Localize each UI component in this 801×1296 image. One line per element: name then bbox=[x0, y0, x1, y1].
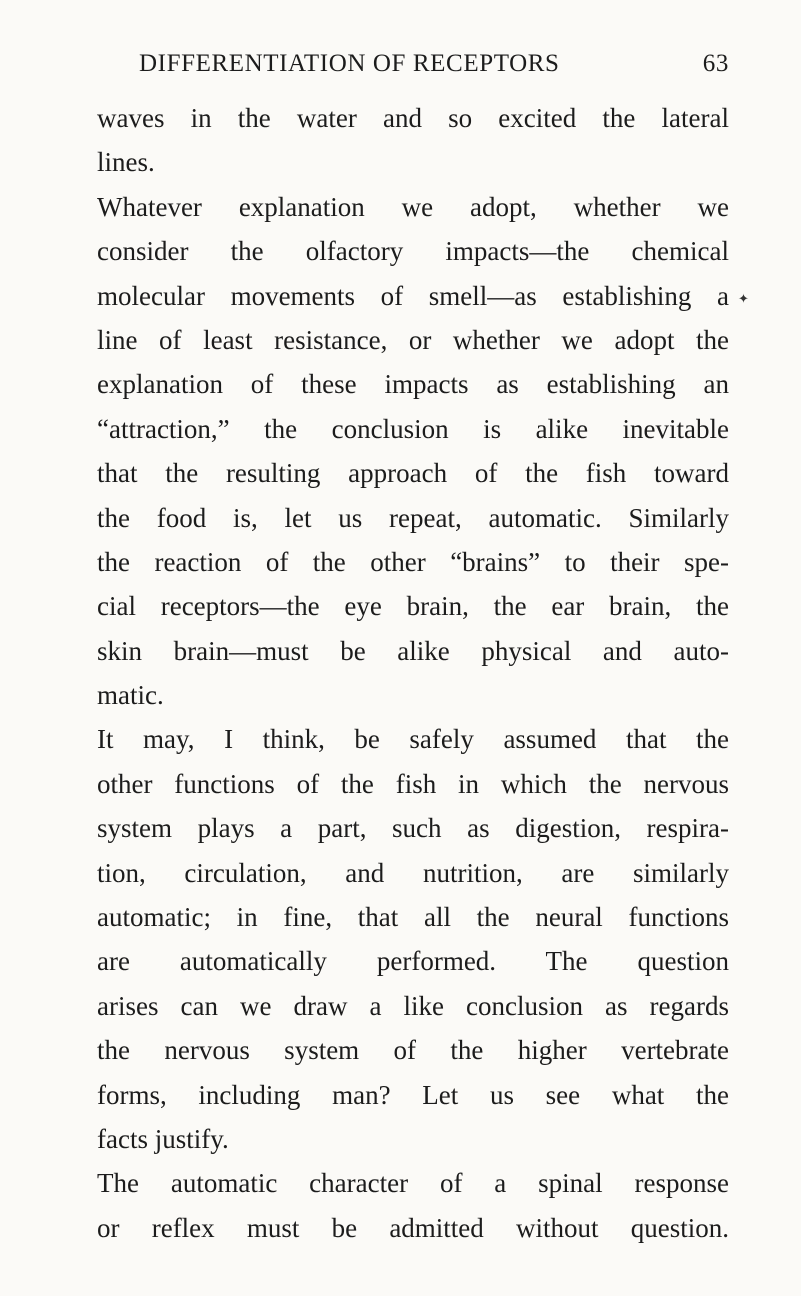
text-line: the food is, let us repeat, automatic. Similarly bbox=[97, 502, 729, 533]
text-line: The automatic character of a spinal response bbox=[97, 1168, 729, 1199]
text-line: waves in the water and so excited the lateral bbox=[97, 103, 729, 133]
text-line: facts justify. bbox=[97, 1123, 229, 1154]
body-text bbox=[97, 96, 729, 1250]
text-line: Whatever explanation we adopt, whether we bbox=[97, 191, 729, 222]
text-line: molecular movements of smell—as establishing a bbox=[97, 280, 729, 311]
text-line: automatic; in fine, that all the neural functions bbox=[97, 902, 729, 933]
text-line: the nervous system of the higher vertebrate bbox=[97, 1035, 729, 1066]
text-line: forms, including man? Let us see what the bbox=[97, 1079, 729, 1110]
text-line: cial receptors—the eye brain, the ear brain, the bbox=[97, 591, 729, 622]
text-line: system plays a part, such as digestion, respira- bbox=[97, 813, 729, 844]
text-line: line of least resistance, or whether we adopt the bbox=[97, 324, 729, 355]
text-line: explanation of these impacts as establishing an bbox=[97, 369, 729, 400]
text-line: It may, I think, be safely assumed that the bbox=[97, 724, 729, 755]
chapter-title: DIFFERENTIATION OF RECEPTORS bbox=[139, 50, 560, 77]
text-line: tion, circulation, and nutrition, are similarly bbox=[97, 857, 729, 888]
text-line: skin brain—must be alike physical and auto- bbox=[97, 635, 729, 666]
text-line: “attraction,” the conclusion is alike inevitable bbox=[97, 413, 729, 444]
page-number: 63 bbox=[702, 50, 729, 77]
text-line: that the resulting approach of the fish toward bbox=[97, 458, 729, 489]
text-line: the reaction of the other “brains” to their spe- bbox=[97, 546, 729, 577]
text-line: consider the olfactory impacts—the chemical bbox=[97, 236, 729, 267]
text-line: other functions of the fish in which the nervous bbox=[97, 768, 729, 799]
margin-mark-icon: ✦ bbox=[738, 291, 749, 306]
text-line: arises can we draw a like conclusion as regards bbox=[97, 990, 729, 1021]
text-line: matic. bbox=[97, 680, 164, 711]
text-line: or reflex must be admitted without question. bbox=[97, 1212, 729, 1243]
text-line: are automatically performed. The question bbox=[97, 946, 729, 977]
text-line: lines. bbox=[97, 147, 155, 178]
running-head bbox=[97, 50, 729, 86]
